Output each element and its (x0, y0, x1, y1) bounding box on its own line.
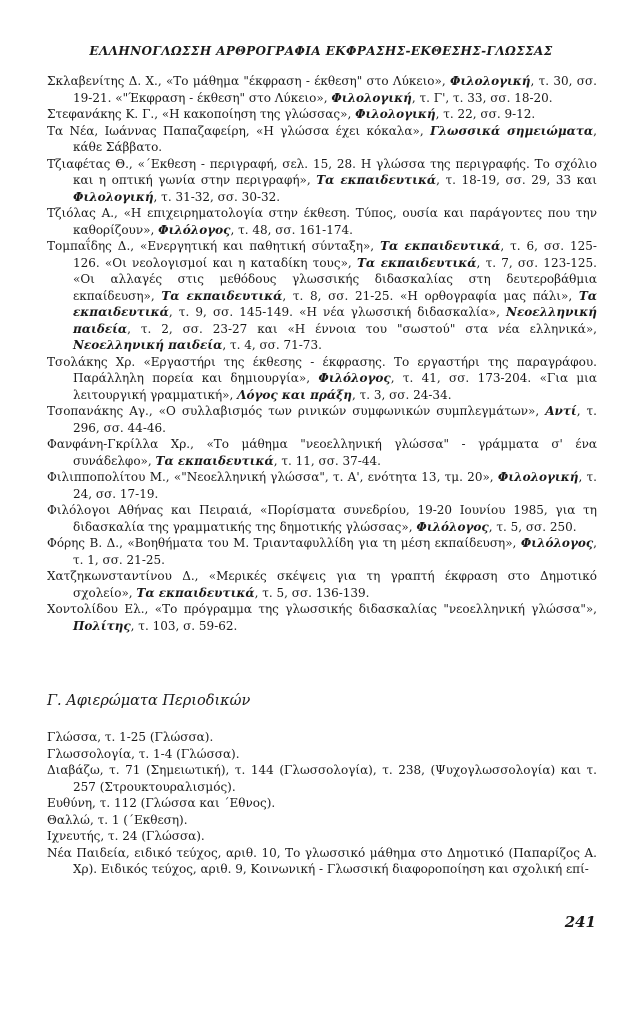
periodical-entry: Θαλλώ, τ. 1 (΄Εκθεση). (47, 812, 188, 827)
bibliography-entry: Φιλιπποπολίτου Μ., «"Νεοελληνική γλώσσα", τ. Α', ενότητα 13, τμ. 20», Φιλολογική, τ. 24, σσ. 17-19. (47, 470, 597, 501)
bibliography-entry: Τα Νέα, Ιωάννας Παπαζαφείρη, «Η γλώσσα έχει κόκαλα», Γλωσσικά σημειώματα, κάθε Σάββατο. (47, 123, 597, 154)
bibliography-entry: Τζιόλας Α., «Η επιχειρηματολογία στην έκθεση. Τύπος, ουσία και παράγοντες που την καθορίζουν», Φιλόλογος, τ. 48, σσ. 161-174. (47, 206, 597, 237)
periodical-entry: Γλώσσα, τ. 1-25 (Γλώσσα). (47, 730, 214, 744)
bibliography-list (47, 73, 597, 634)
bibliography-entry: Σκλαβενίτης Δ. Χ., «Το μάθημα "έκφραση - έκθεση" στο Λύκειο», Φιλολογική, τ. 30, σσ. 19-21. «"Έκφραση - έκθεση" στο Λύκειο», Φιλολογική, τ. Γ', τ. 33, σσ. 18-20. (47, 74, 597, 105)
periodical-entry: Ευθύνη, τ. 112 (Γλώσσα και ΄Εθνος). (47, 796, 276, 810)
bibliography-entry: Χατζηκωνσταντίνου Δ., «Μερικές σκέψεις για τη γραπτή έκφραση στο Δημοτικό σχολείο», Τα εκπαιδευτικά, τ. 5, σσ. 136-139. (47, 569, 597, 600)
bibliography-entry: Χοντολίδου Ελ., «Το πρόγραμμα της γλωσσικής διδασκαλίας "νεοελληνική γλώσσα"», Πολίτης, τ. 103, σ. 59-62. (47, 602, 597, 633)
bibliography-entry: Φιλόλογοι Αθήνας και Πειραιά, «Πορίσματα συνεδρίου, 19-20 Ιουνίου 1985, για τη διδασκαλία της γραμματικής της δημοτικής γλώσσας», Φιλόλογος, τ. 5, σσ. 250. (47, 503, 597, 534)
periodical-entry: Γλωσσολογία, τ. 1-4 (Γλώσσα). (47, 746, 240, 761)
bibliography-entry: Τσολάκης Χρ. «Εργαστήρι της έκθεσης - έκφρασης. Το εργαστήρι της παραγράφου. Παράλληλη πορεία και δημιουργία», Φιλόλογος, τ. 41, σσ. 173-204. «Για μια λειτουργική γραμματική», Λόγος και πράξη, τ. 3, σσ. 24-34. (47, 354, 597, 402)
bibliography-entry: Στεφανάκης Κ. Γ., «Η κακοποίηση της γλώσσας», Φιλολογική, τ. 22, σσ. 9-12. (47, 107, 536, 121)
bibliography-entry: Τομπαΐδης Δ., «Ενεργητική και παθητική σύνταξη», Τα εκπαιδευτικά, τ. 6, σσ. 125-126. «Οι νεολογισμοί και η καταδίκη τους», Τα εκπαιδευτικά, τ. 7, σσ. 123-125. «Οι αλλαγές στις μεθόδους γλωσσικής διδασκαλίας στη δευτεροβάθμια εκπαίδευση», Τα εκπαιδευτικά, τ. 8, σσ. 21-25. «Η ορθογραφία μας πάλι», Τα εκπαιδευτικά, τ. 9, σσ. 145-149. «Η νέα γλωσσική διδασκαλία», Νεοελληνική παιδεία, τ. 2, σσ. 23-27 και «Η έννοια του "σωστού" στα νέα ελληνικά», Νεοελληνική παιδεία, τ. 4, σσ. 71-73. (47, 239, 598, 352)
bibliography-entry: Τζιαφέτας Θ., «΄Εκθεση - περιγραφή, σελ. 15, 28. Η γλώσσα της περιγραφής. Το σχόλιο και η οπτική γωνία στην περιγραφή», Τα εκπαιδευτικά, τ. 18-19, σσ. 29, 33 και Φιλολογική, τ. 31-32, σσ. 30-32. (47, 156, 597, 204)
bibliography-entry: Φανφάνη-Γκρίλλα Χρ., «Το μάθημα "νεοελληνική γλώσσα" - γράμματα σ' ένα συνάδελφο», Τα εκπαιδευτικά, τ. 11, σσ. 37-44. (47, 437, 597, 468)
running-head: ΕΛΛΗΝΟΓΛΩΣΣΗ ΑΡΘΡΟΓΡΑΦΙΑ ΕΚΦΡΑΣΗΣ-ΕΚΘΕΣΗΣ-ΓΛΩΣΣΑΣ (89, 44, 553, 58)
bibliography-entry: Φόρης Β. Δ., «Βοηθήματα του Μ. Τριανταφυλλίδη για τη μέση εκπαίδευση», Φιλόλογος, τ. 1, σσ. 21-25. (47, 536, 597, 567)
periodicals-list (47, 729, 597, 878)
page-number: 241 (564, 913, 596, 931)
bibliography-entry: Τσοπανάκης Αγ., «Ο συλλαβισμός των ρινικών συμφωνικών συμπλεγμάτων», Αντί, τ. 296, σσ. 44-46. (47, 404, 597, 435)
periodical-entry: Ιχνευτής, τ. 24 (Γλώσσα). (47, 829, 205, 843)
section-heading: Γ. Αφιερώματα Περιοδικών (47, 693, 251, 709)
periodical-entry: Διαβάζω, τ. 71 (Σημειωτική), τ. 144 (Γλωσσολογία), τ. 238, (Ψυχογλωσσολογία) και τ. 257 (Στρουκτουραλισμός). (47, 763, 597, 794)
periodical-entry: Νέα Παιδεία, ειδικό τεύχος, αριθ. 10, Το γλωσσικό μάθημα στο Δημοτικό (Παπαρίζος Α. Χρ). Ειδικός τεύχος, αριθ. 9, Κοινωνική - Γλωσσική διαφοροποίηση και σχολική επί- (47, 845, 597, 876)
